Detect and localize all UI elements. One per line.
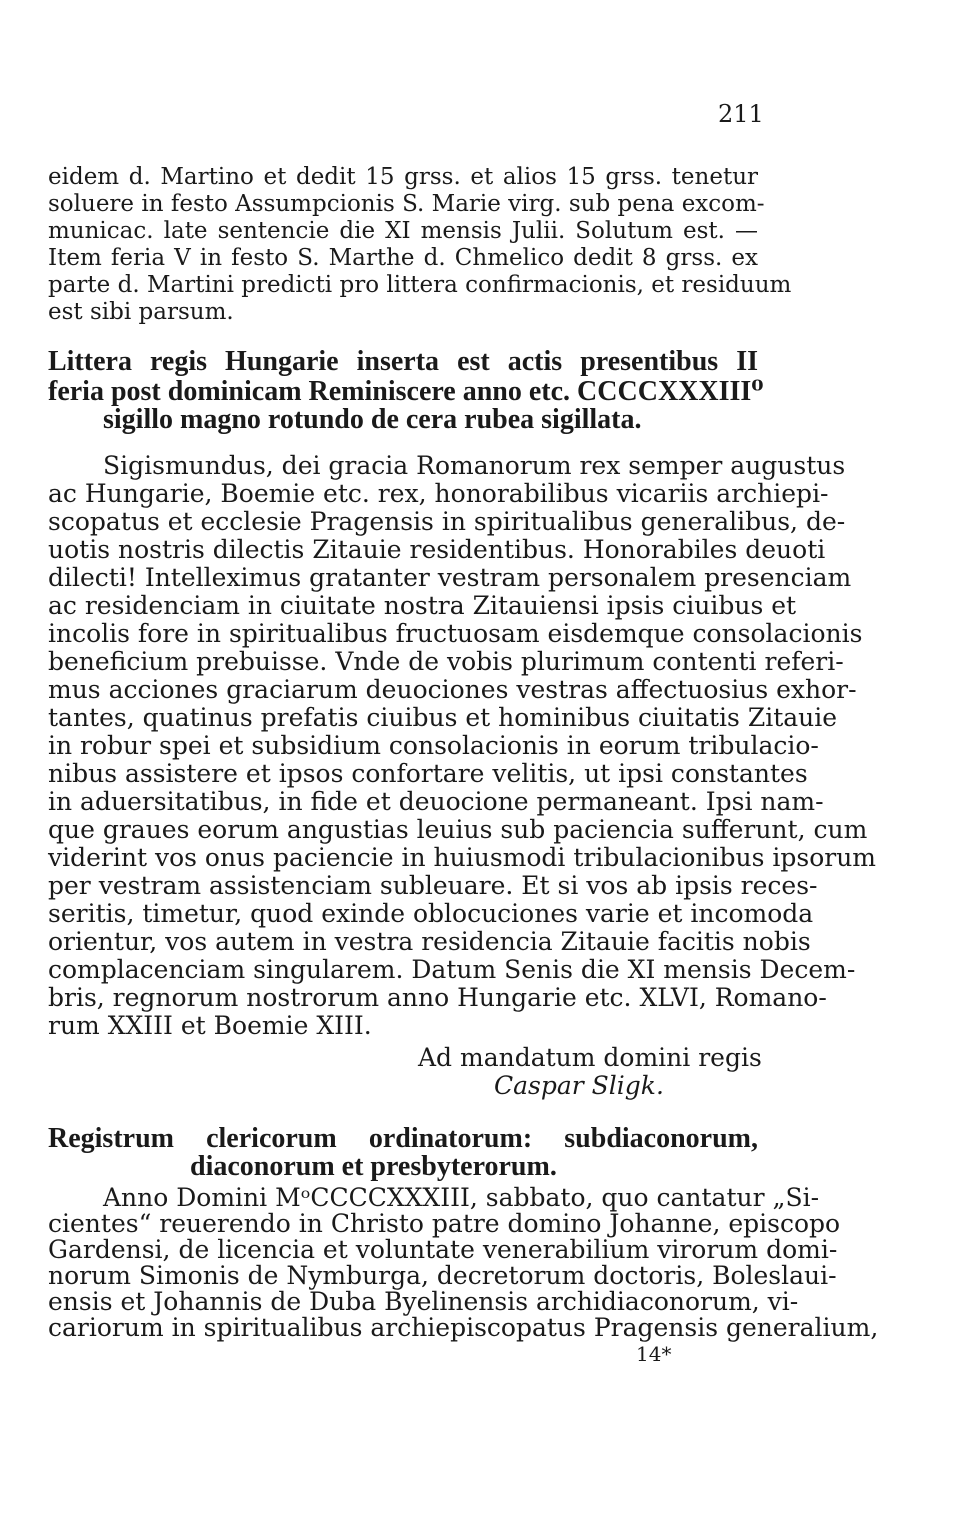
text-line: uotis nostris dilectis Zitauie residentibus. Honorabiles deuoti — [48, 535, 826, 564]
heading-line: sigillo magno rotundo de cera rubea sigillata. — [103, 404, 642, 435]
text-line: Anno Domini MᵒCCCCXXXIII, sabbato, quo cantatur „Si- — [103, 1183, 820, 1212]
text-line: Item feria V in festo S. Marthe d. Chmelico dedit 8 grss. ex — [48, 245, 758, 271]
text-line: beneficium prebuisse. Vnde de vobis plurimum contenti referi- — [48, 647, 844, 676]
text-line: bris, regnorum nostrorum anno Hungarie etc. XLVI, Romano- — [48, 983, 827, 1012]
text-line: orientur, vos autem in vestra residencia Zitauie facitis nobis — [48, 927, 811, 956]
text-line: norum Simonis de Nymburga, decretorum doctoris, Boleslaui- — [48, 1261, 837, 1290]
heading-line: Registrum clericorum ordinatorum: subdiaconorum, — [48, 1123, 758, 1154]
text-line: in robur spei et subsidium consolacionis in eorum tribulacio- — [48, 731, 819, 760]
heading-line: diaconorum et presbyterorum. — [190, 1151, 557, 1182]
text-line: rum XXIII et Boemie XIII. — [48, 1011, 372, 1040]
text-line: ensis et Johannis de Duba Byelinensis archidiaconorum, vi- — [48, 1287, 799, 1316]
text-line: per vestram assistenciam subleuare. Et si vos ab ipsis reces- — [48, 871, 818, 900]
heading-line: feria post dominicam Reminiscere anno etc. CCCCXXXIII⁰ — [48, 376, 764, 407]
text-line: est sibi parsum. — [48, 299, 234, 325]
text-line: ac residenciam in ciuitate nostra Zitauiensi ipsis ciuibus et — [48, 591, 797, 620]
text-line: scopatus et ecclesie Pragensis in spiritualibus generalibus, de- — [48, 507, 846, 536]
text-line: ac Hungarie, Boemie etc. rex, honorabilibus vicariis archiepi- — [48, 479, 829, 508]
sheet-signature: 14* — [636, 1342, 672, 1366]
text-line: cientes“ reuerendo in Christo patre domino Johanne, episcopo — [48, 1209, 841, 1238]
text-line: eidem d. Martino et dedit 15 grss. et alios 15 grss. tenetur — [48, 164, 758, 190]
text-line: dilecti! Intelleximus gratanter vestram personalem presenciam — [48, 563, 852, 592]
page-number: 211 — [718, 100, 764, 128]
text-line: in aduersitatibus, in fide et deuocione permaneant. Ipsi nam- — [48, 787, 824, 816]
text-line: Sigismundus, dei gracia Romanorum rex semper augustus — [103, 451, 846, 480]
text-line: parte d. Martini predicti pro littera confirmacionis, et residuum — [48, 272, 792, 298]
signatory: Caspar Sligk. — [494, 1071, 664, 1100]
text-line: que graues eorum angustias leuius sub paciencia sufferunt, cum — [48, 815, 868, 844]
text-line: incolis fore in spiritualibus fructuosam eisdemque consolacionis — [48, 619, 863, 648]
text-line: viderint vos onus paciencie in huiusmodi tribulacionibus ipsorum — [48, 843, 877, 872]
mandate-line: Ad mandatum domini regis — [418, 1043, 762, 1072]
text-line: soluere in festo Assumpcionis S. Marie virg. sub pena excom- — [48, 191, 765, 217]
text-line: mus acciones graciarum deuociones vestras affectuosius exhor- — [48, 675, 857, 704]
text-line: Gardensi, de licencia et voluntate venerabilium virorum domi- — [48, 1235, 838, 1264]
text-line: seritis, timetur, quod exinde oblocuciones varie et incomoda — [48, 899, 814, 928]
text-line: cariorum in spiritualibus archiepiscopatus Pragensis generalium, — [48, 1313, 879, 1342]
heading-line: Littera regis Hungarie inserta est actis presentibus II — [48, 346, 758, 377]
text-line: municac. late sentencie die XI mensis Julii. Solutum est. — — [48, 218, 758, 244]
text-line: complacenciam singularem. Datum Senis die XI mensis Decem- — [48, 955, 856, 984]
text-line: tantes, quatinus prefatis ciuibus et hominibus ciuitatis Zitauie — [48, 703, 838, 732]
text-line: nibus assistere et ipsos confortare velitis, ut ipsi constantes — [48, 759, 808, 788]
